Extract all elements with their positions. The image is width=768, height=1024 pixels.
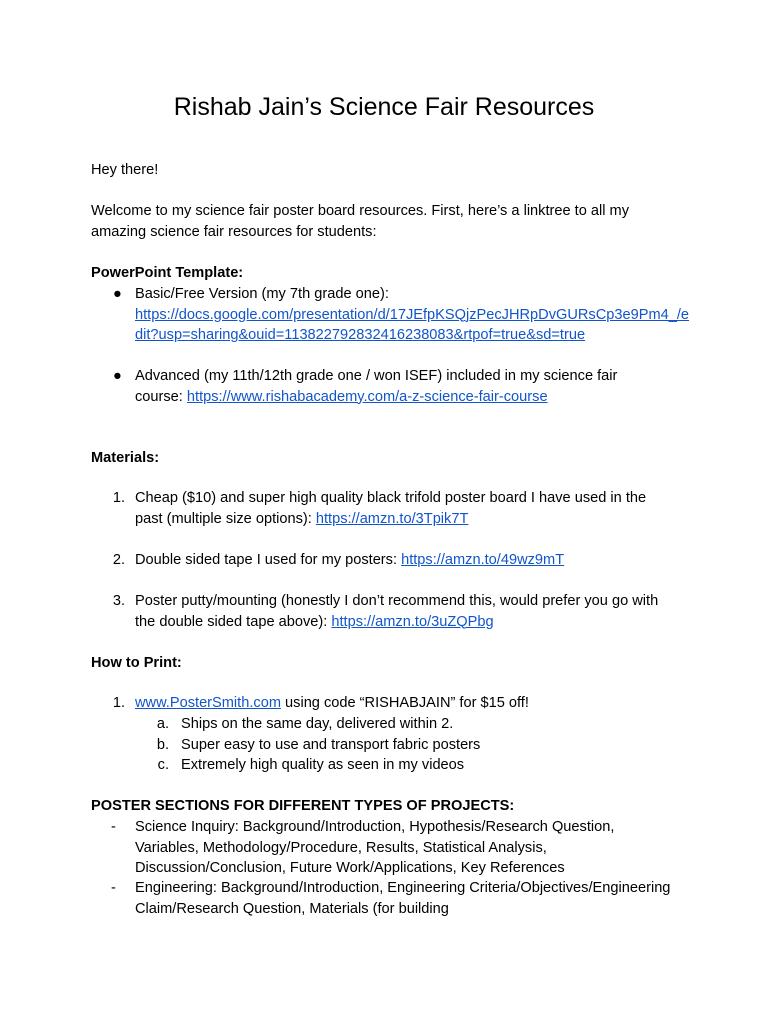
materials-item-poster-board	[91, 488, 691, 529]
list-number: 1.	[112, 490, 125, 506]
powerpoint-item-advanced	[91, 366, 691, 407]
science-fair-course-link[interactable]: https://www.rishabacademy.com/a-z-science-fair-course	[186, 388, 548, 405]
materials-item-putty	[91, 591, 691, 632]
print-subitem-text: Ships on the same day, delivered within 2.	[181, 716, 454, 732]
print-subitem-text: Super easy to use and transport fabric posters	[181, 737, 481, 753]
sections-item-engineering	[91, 878, 691, 919]
print-subitem-b	[91, 735, 691, 756]
postersmith-text: using code “RISHABJAIN” for $15 off!	[280, 695, 529, 711]
postersmith-link[interactable]: www.PosterSmith.com	[135, 695, 281, 711]
tape-text: Double sided tape I used for my posters:	[135, 552, 402, 568]
sub-list-letter: b.	[156, 737, 169, 753]
science-inquiry-text: Science Inquiry: Background/Introduction, Hypothesis/Research Question, Variables, Methodology/Procedure, Results, Statistical Analysis, Discussion/Conclusion, Future Work/Applications, Key References	[135, 819, 615, 877]
sub-list-letter: c.	[157, 757, 169, 773]
print-subitem-c	[91, 755, 691, 776]
print-subitem-text: Extremely high quality as seen in my videos	[181, 757, 465, 773]
dash-marker: -	[111, 819, 116, 835]
sections-heading: POSTER SECTIONS FOR DIFFERENT TYPES OF PROJECTS:	[91, 798, 515, 814]
powerpoint-heading: PowerPoint Template:	[91, 265, 244, 281]
intro-paragraph: Welcome to my science fair poster board resources. First, here’s a linktree to all my amazing science fair resources for students:	[91, 203, 630, 240]
list-number: 1.	[112, 695, 125, 711]
putty-text: Poster putty/mounting (honestly I don’t recommend this, would prefer you go with the double sided tape above):	[135, 593, 659, 630]
greeting: Hey there!	[91, 162, 159, 178]
sub-list-letter: a.	[156, 716, 169, 732]
engineering-text: Engineering: Background/Introduction, Engineering Criteria/Objectives/Engineering Claim/Research Question, Materials (for building	[135, 880, 671, 917]
tape-link[interactable]: https://amzn.to/49wz9mT	[401, 552, 565, 568]
list-number: 2.	[112, 552, 125, 568]
bullet-marker: ●	[113, 368, 122, 384]
materials-heading: Materials:	[91, 450, 160, 466]
putty-link[interactable]: https://amzn.to/3uZQPbg	[331, 613, 494, 630]
powerpoint-basic-link[interactable]: https://docs.google.com/presentation/d/17JEfpKSQjzPecJHRpDvGURsCp3e9Pm4_/edit?usp=sharing&ouid=113822792832416238083&rtpof=true&sd=true	[135, 306, 690, 344]
poster-board-text: Cheap ($10) and super high quality black trifold poster board I have used in the past (multiple size options):	[135, 490, 647, 527]
page-title: Rishab Jain’s Science Fair Resources	[173, 93, 595, 121]
print-subitem-a	[91, 714, 691, 735]
bullet-marker: ●	[113, 286, 122, 302]
powerpoint-item-basic	[91, 284, 691, 346]
dash-marker: -	[111, 880, 116, 896]
powerpoint-advanced-text: Advanced (my 11th/12th grade one / won ISEF) included in my science fair course:	[135, 368, 618, 405]
poster-board-link[interactable]: https://amzn.to/3Tpik7T	[315, 510, 469, 527]
powerpoint-basic-text: Basic/Free Version (my 7th grade one):	[135, 286, 389, 302]
print-item-postersmith	[91, 693, 691, 714]
print-heading: How to Print:	[91, 655, 182, 671]
list-number: 3.	[112, 593, 125, 609]
sections-item-science-inquiry	[91, 817, 691, 879]
materials-item-tape	[91, 550, 691, 571]
